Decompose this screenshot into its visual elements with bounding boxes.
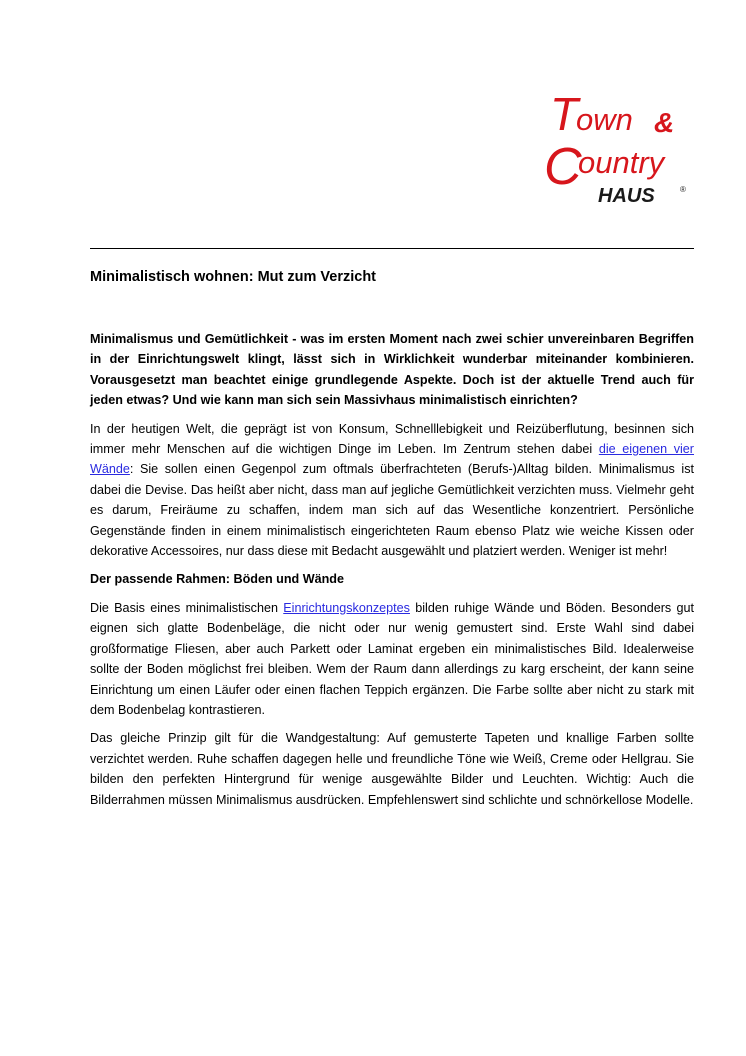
logo-country-C: C bbox=[544, 138, 582, 196]
logo-haus: HAUS bbox=[598, 185, 655, 207]
logo-country-rest: ountry bbox=[578, 145, 665, 180]
paragraph-2-text-b: bilden ruhige Wände und Böden. Besonders gut eignen sich glatte Bodenbeläge, die nicht oder nur wenig gemustert sind. Erste Wahl sind dabei großformatige Fliesen, aber auch Parkett oder Laminat ergeben ein minimalistisches Bild. Idealerweise sollte der Boden möglichst frei bleiben. Wem der Raum dann allerdings zu karg erscheint, der kann seine Einrichtung um einen Läufer oder einen flachen Teppich ergänzen. Die Farbe sollte aber nicht zu stark mit dem Bodenbelag kontrastieren. bbox=[90, 600, 694, 717]
paragraph-2-text-a: Die Basis eines minimalistischen bbox=[90, 600, 284, 615]
link-einrichtungskonzeptes[interactable]: Einrichtungskonzeptes bbox=[283, 600, 410, 615]
article-body bbox=[90, 329, 694, 810]
logo-registered-mark: ® bbox=[680, 185, 686, 194]
logo-town-T: T bbox=[550, 88, 579, 140]
logo-ampersand: & bbox=[654, 107, 675, 138]
town-country-haus-logo bbox=[536, 86, 696, 208]
paragraph-2 bbox=[90, 598, 694, 720]
paragraph-1-text-b: : Sie sollen einen Gegenpol zum oftmals überfrachteten (Berufs-)Alltag bilden. Minimalismus ist dabei die Devise. Das heißt aber nicht, dass man auf jegliche Gemütlichkeit verzichten muss. Vielmehr geht es darum, Freiräume zu schaffen, indem man sich auf das Wesentliche konzentriert. Persönliche Gegenstände finden in einem minimalistisch eingerichteten Raum ebenso Platz wie weiche Kissen oder dekorative Accessoires, nur dass diese mit Bedacht ausgewählt und platziert werden. Weniger ist mehr! bbox=[90, 462, 694, 559]
paragraph-3: Das gleiche Prinzip gilt für die Wandgestaltung: Auf gemusterte Tapeten und knallige Farben sollte verzichtet werden. Ruhe schaffen dagegen helle und freundliche Töne wie Weiß, Creme oder Hellgrau. Sie bilden den perfekten Hintergrund für wenige ausgewählte Bilder und Leuchten. Wichtig: Auch die Bilderrahmen müssen Minimalismus ausdrücken. Empfehlenswert sind schlichte und schnörkellose Modelle. bbox=[90, 731, 694, 807]
section-heading: Der passende Rahmen: Böden und Wände bbox=[90, 572, 345, 587]
paragraph-1-text-a: In der heutigen Welt, die geprägt ist von Konsum, Schnelllebigkeit und Reizüberflutung, besinnen sich immer mehr Menschen auf die wichtigen Dinge im Leben. Im Zentrum stehen dabei bbox=[90, 421, 694, 457]
header-divider bbox=[90, 248, 694, 249]
logo-town-rest: own bbox=[576, 102, 633, 137]
paragraph-1 bbox=[90, 419, 694, 562]
article-lead: Minimalismus und Gemütlichkeit - was im ersten Moment nach zwei schier unvereinbaren Begriffen in der Einrichtungswelt klingt, lässt sich in Wirklichkeit wunderbar miteinander kombinieren. Vorausgesetzt man beachtet einige grundlegende Aspekte. Doch ist der aktuelle Trend auch für jeden etwas? Und wie kann man sich sein Massivhaus minimalistisch einrichten? bbox=[90, 332, 694, 408]
article-title: Minimalistisch wohnen: Mut zum Verzicht bbox=[90, 269, 376, 285]
link-die-eigenen-vier-waende[interactable]: die eigenen vier Wände bbox=[90, 442, 695, 477]
